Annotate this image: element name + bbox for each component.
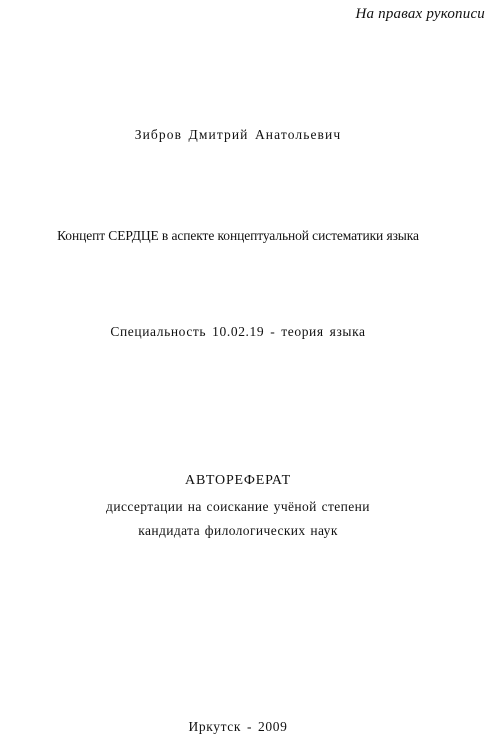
document-type-heading: АВТОРЕФЕРАТ	[185, 473, 291, 488]
rights-note: На правах рукописи	[355, 6, 485, 22]
author-name: Зибров Дмитрий Анатольевич	[134, 127, 342, 142]
dissertation-title: Концепт СЕРДЦЕ в аспекте концептуальной систематики языка	[57, 228, 419, 243]
degree-name-line: кандидата филологических наук	[138, 523, 338, 538]
degree-purpose-line: диссертации на соискание учёной степени	[106, 499, 370, 514]
place-and-year: Иркутск - 2009	[188, 719, 288, 734]
specialty-line: Специальность 10.02.19 - теория языка	[110, 324, 366, 339]
